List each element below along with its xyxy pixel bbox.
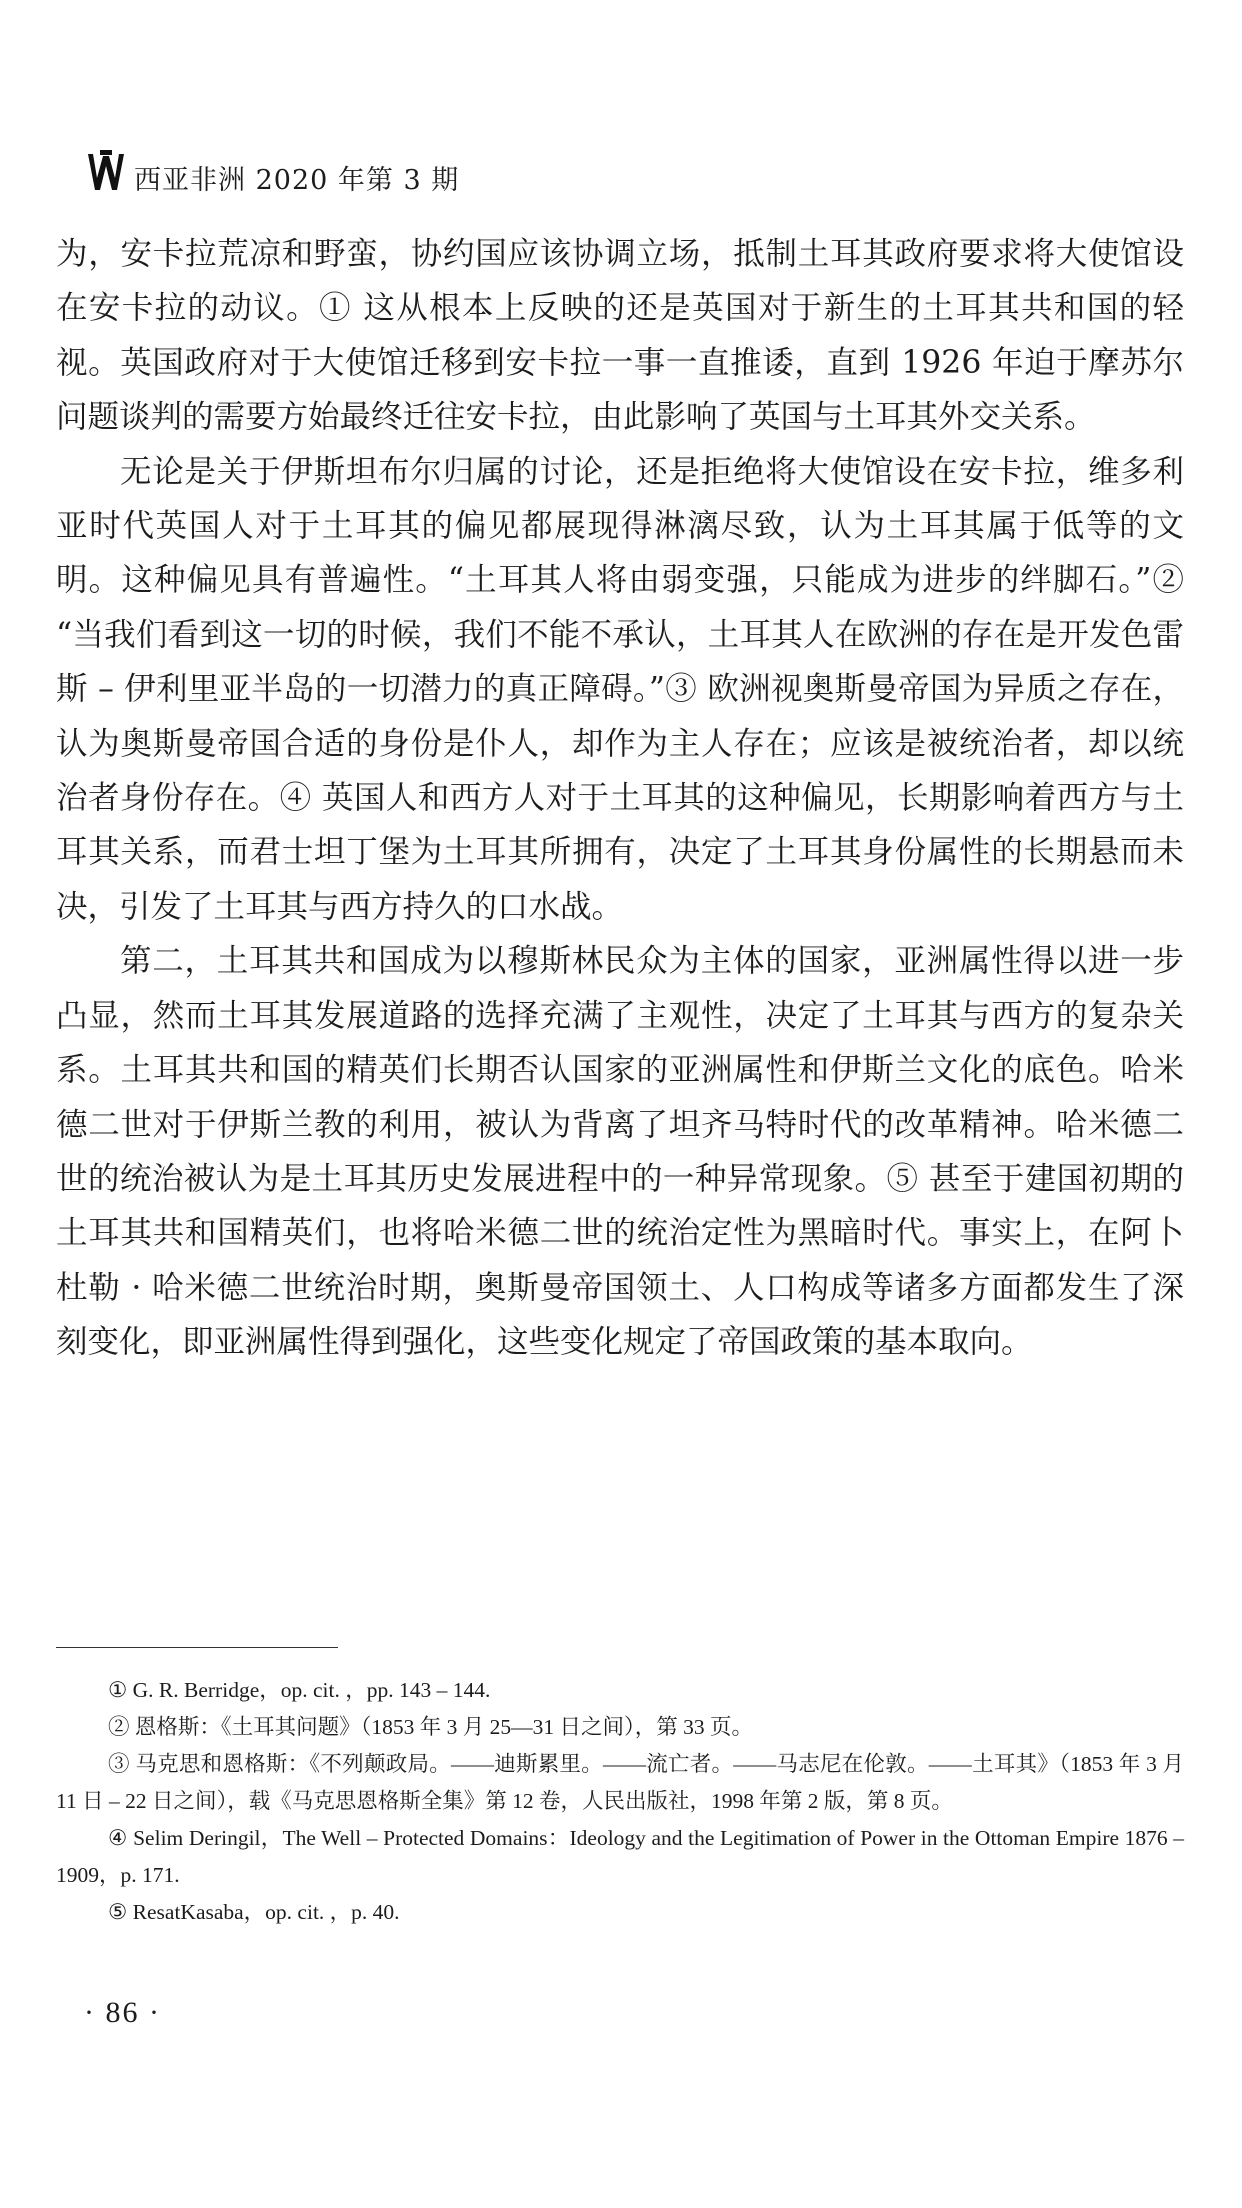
- running-header: [86, 150, 459, 196]
- body-paragraph: 为，安卡拉荒凉和野蛮，协约国应该协调立场，抵制土耳其政府要求将大使馆设在安卡拉的动议。① 这从根本上反映的还是英国对于新生的土耳其共和国的轻视。英国政府对于大使馆迁移到安卡拉一事一直推诿，直到 1926 年迫于摩苏尔问题谈判的需要方始最终迁往安卡拉，由此影响了英国与土耳其外交关系。: [56, 236, 1184, 436]
- footnote: ② 恩格斯：《土耳其问题》（1853 年 3 月 25—31 日之间），第 33 页。: [108, 1715, 754, 1739]
- footnote: ⑤ ResatKasaba，op. cit. ，p. 40.: [108, 1900, 400, 1924]
- page-number: · 86 ·: [84, 1996, 161, 2029]
- journal-logo-icon: [86, 150, 126, 196]
- footnote: ③ 马克思和恩格斯：《不列颠政局。——迪斯累里。——流亡者。——马志尼在伦敦。——土耳其》（1853 年 3 月 11 日 – 22 日之间），载《马克思恩格斯全集》第 12 卷，人民出版社，1998 年第 2 版，第 8 页。: [56, 1752, 1184, 1813]
- footnote: ① G. R. Berridge，op. cit. ，pp. 143 – 144.: [108, 1678, 491, 1702]
- body-paragraph: 第二，土耳其共和国成为以穆斯林民众为主体的国家，亚洲属性得以进一步凸显，然而土耳其发展道路的选择充满了主观性，决定了土耳其与西方的复杂关系。土耳其共和国的精英们长期否认国家的亚洲属性和伊斯兰文化的底色。哈米德二世对于伊斯兰教的利用，被认为背离了坦齐马特时代的改革精神。哈米德二世的统治被认为是土耳其历史发展进程中的一种异常现象。⑤ 甚至于建国初期的土耳其共和国精英们，也将哈米德二世的统治定性为黑暗时代。事实上，在阿卜杜勒 · 哈米德二世统治时期，奥斯曼帝国领土、人口构成等诸多方面都发生了深刻变化，即亚洲属性得到强化，这些变化规定了帝国政策的基本取向。: [56, 943, 1184, 1361]
- footnote: ④ Selim Deringil，The Well – Protected Domains：Ideology and the Legitimation of Power in the Ottoman Empire 1876 – 1909，p. 171.: [56, 1826, 1184, 1887]
- journal-title: 西亚非洲 2020 年第 3 期: [134, 165, 460, 196]
- body-paragraph: 无论是关于伊斯坦布尔归属的讨论，还是拒绝将大使馆设在安卡拉，维多利亚时代英国人对于土耳其的偏见都展现得淋漓尽致，认为土耳其属于低等的文明。这种偏见具有普遍性。“土耳其人将由弱变强，只能成为进步的绊脚石。”② “当我们看到这一切的时候，我们不能不承认，土耳其人在欧洲的存在是开发色雷斯 – 伊利里亚半岛的一切潜力的真正障碍。”③ 欧洲视奥斯曼帝国为异质之存在，认为奥斯曼帝国合适的身份是仆人，却作为主人存在；应该是被统治者，却以统治者身份存在。④ 英国人和西方人对于土耳其的这种偏见，长期影响着西方与土耳其关系，而君士坦丁堡为土耳其所拥有，决定了土耳其身份属性的长期悬而未决，引发了土耳其与西方持久的口水战。: [56, 453, 1184, 925]
- article-body: [56, 227, 1184, 1370]
- footnotes: [56, 1672, 1184, 1931]
- footnote-divider: [56, 1647, 338, 1648]
